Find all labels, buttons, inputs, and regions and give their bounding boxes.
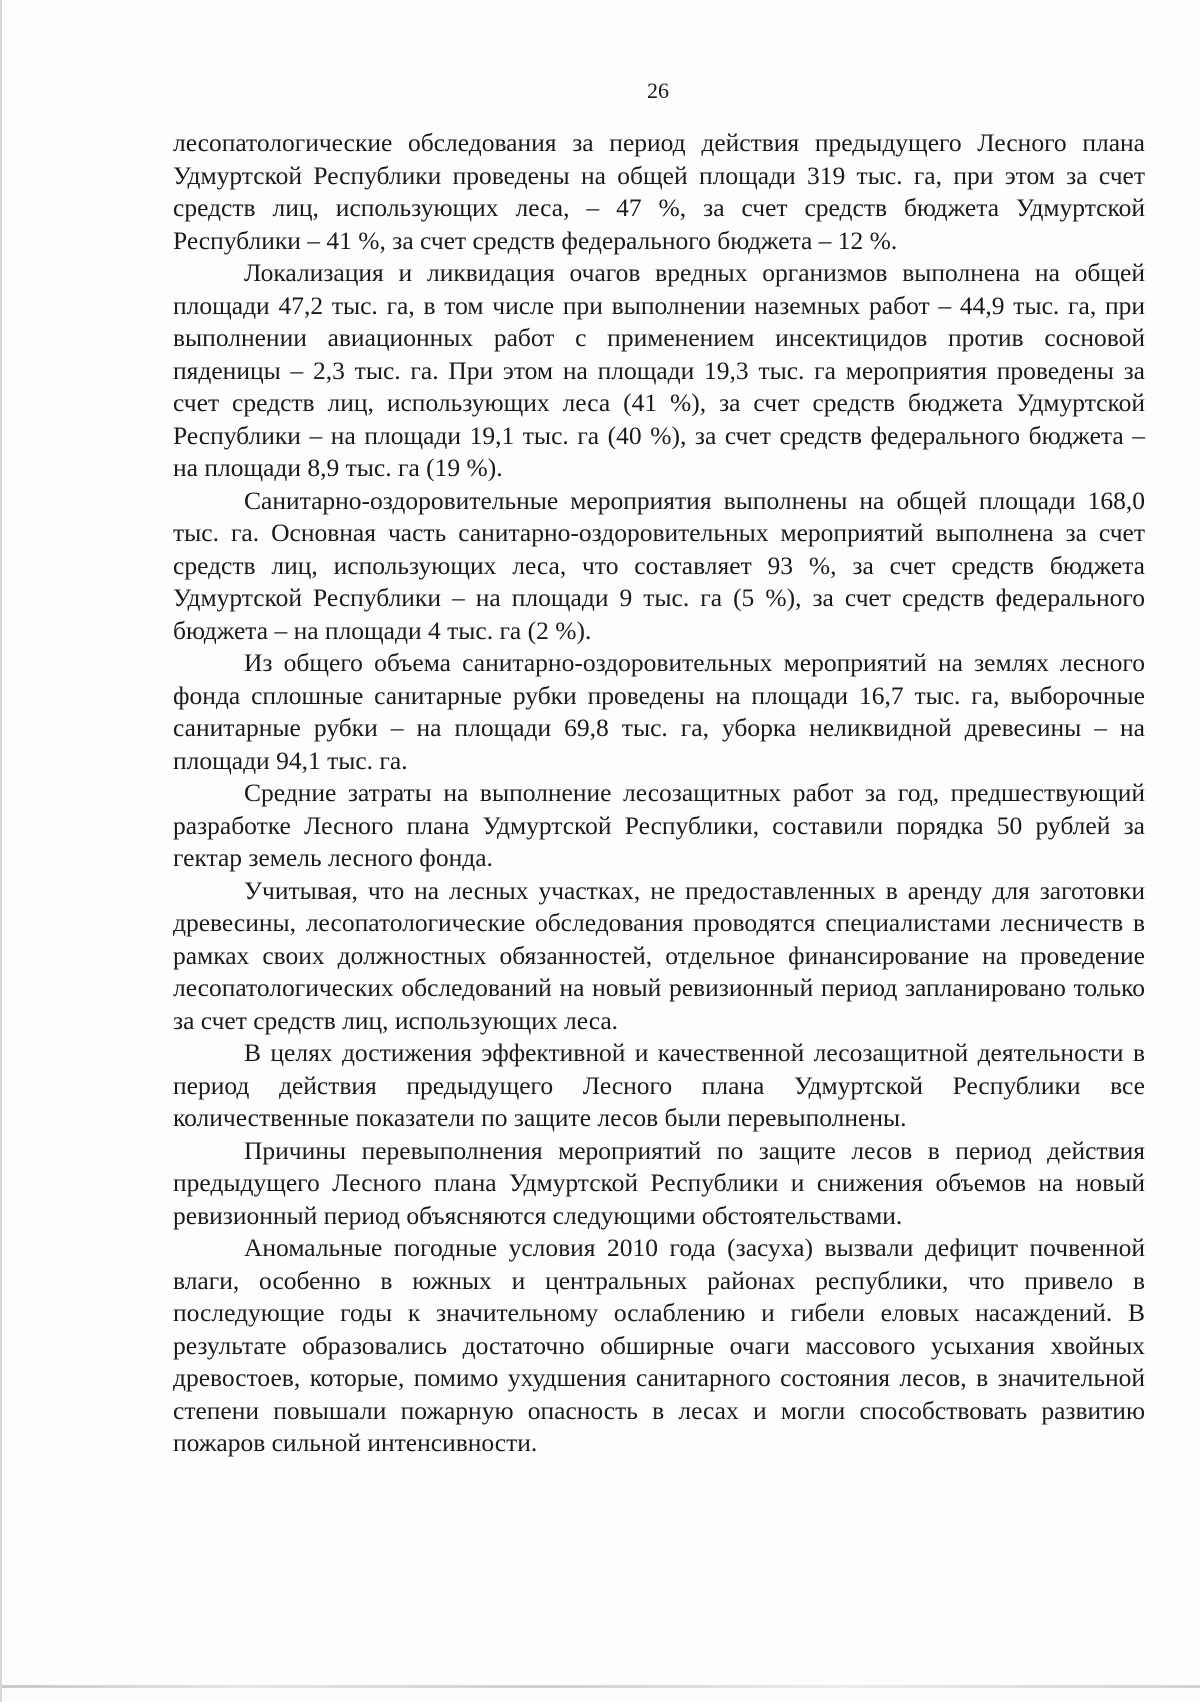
paragraph-9: Аномальные погодные условия 2010 года (засуха) вызвали дефицит почвенной влаги, особенно в южных и центральных районах республики, что привело в последующие годы к значительному ослаблению и гибели еловых насаждений. В результате образовались достаточно обширные очаги массового усыхания хвойных древостоев, которые, помимо ухудшения санитарного состояния лесов, в значительной степени повышали пожарную опасность в лесах и могли способствовать развитию пожаров сильной интенсивности. bbox=[173, 1233, 1145, 1457]
paragraph-5: Средние затраты на выполнение лесозащитных работ за год, предшествующий разработке Лесного плана Удмуртской Республики, составили порядка 50 рублей за гектар земель лесного фонда. bbox=[173, 778, 1145, 872]
paragraph-1: лесопатологические обследования за период действия предыдущего Лесного плана Удмуртской Республики проведены на общей площади 319 тыс. га, при этом за счет средств лиц, использующих леса, – 47 %, за счет средств бюджета Удмуртской Республики – 41 %, за счет средств федерального бюджета – 12 %. bbox=[173, 128, 1145, 255]
paragraph-8: Причины перевыполнения мероприятий по защите лесов в период действия предыдущего Лесного плана Удмуртской Республики и снижения объемов на новый ревизионный период объясняются следующими обстоятельствами. bbox=[173, 1135, 1145, 1230]
paragraph-3: Санитарно-оздоровительные мероприятия выполнены на общей площади 168,0 тыс. га. Основная часть санитарно-оздоровительных мероприятий выполнена за счет средств лиц, использующих леса, что составляет 93 %, за счет средств бюджета Удмуртской Республики – на площади 9 тыс. га (5 %), за счет средств федерального бюджета – на площади 4 тыс. га (2 %). bbox=[173, 485, 1145, 645]
paragraph-7: В целях достижения эффективной и качественной лесозащитной деятельности в период действия предыдущего Лесного плана Удмуртской Республики все количественные показатели по защите лесов были перевыполнены. bbox=[173, 1038, 1145, 1132]
page-number: 26 bbox=[647, 78, 669, 103]
scan-bottom-edge bbox=[2, 1685, 1200, 1688]
document-body bbox=[173, 127, 1145, 1460]
paragraph-2: Локализация и ликвидация очагов вредных организмов выполнена на общей площади 47,2 тыс. га, в том числе при выполнении наземных работ – 44,9 тыс. га, при выполнении авиационных работ с применением инсектицидов против сосновой пяденицы – 2,3 тыс. га. При этом на площади 19,3 тыс. га мероприятия проведены за счет средств лиц, использующих леса (41 %), за счет средств бюджета Удмуртской Республики – на площади 19,1 тыс. га (40 %), за счет средств федерального бюджета – на площади 8,9 тыс. га (19 %). bbox=[173, 258, 1145, 482]
paragraph-4: Из общего объема санитарно-оздоровительных мероприятий на землях лесного фонда сплошные санитарные рубки проведены на площади 16,7 тыс. га, выборочные санитарные рубки – на площади 69,8 тыс. га, уборка неликвидной древесины – на площади 94,1 тыс. га. bbox=[173, 648, 1145, 775]
paragraph-6: Учитывая, что на лесных участках, не предоставленных в аренду для заготовки древесины, лесопатологические обследования проводятся специалистами лесничеств в рамках своих должностных обязанностей, отдельное финансирование на проведение лесопатологических обследований на новый ревизионный период запланировано только за счет средств лиц, использующих леса. bbox=[173, 875, 1145, 1035]
